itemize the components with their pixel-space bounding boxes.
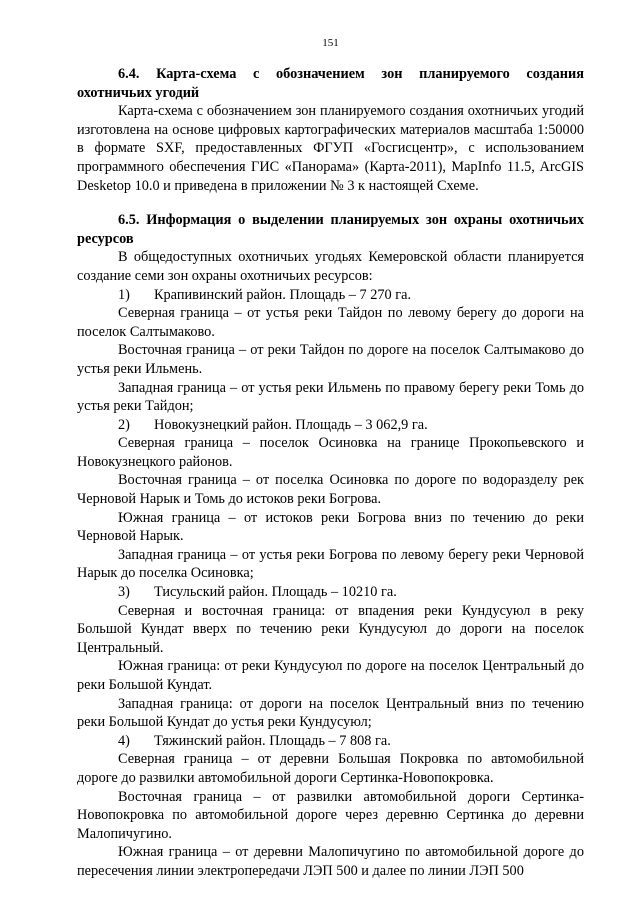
section-6-5-heading: 6.5. Информация о выделении планируемых зон охраны охотничьих ресурсов — [77, 212, 584, 247]
zone-title: Крапивинский район. Площадь – 7 270 га. — [154, 286, 412, 303]
zone-3-border-south: Южная граница: от реки Кундусуюл по дороге на поселок Центральный до реки Большой Кундат. — [77, 658, 584, 693]
zone-3-border-west: Западная граница: от дороги на поселок Центральный вниз по течению реки Большой Кундат до устья реки Кундусуюл; — [77, 695, 584, 731]
zone-2-border-east: Восточная граница – от поселка Осиновка по дороге по водоразделу рек Черновой Нарык и Томь до истоков реки Богрова. — [77, 472, 584, 508]
zone-title: Тисульский район. Площадь – 10210 га. — [154, 584, 397, 601]
section-gap — [77, 195, 584, 211]
zone-2-title — [77, 416, 584, 435]
section-6-4-text: Карта-схема с обозначением зон планируемого создания охотничьих угодий изготовлена на основе цифровых картографических материалов масштаба 1:50000 в формате SXF, предоставленных ФГУП «Госгисцентр», с использованием программного обеспечения ГИС «Панорама» (Карта-2011), MapInfo 11.5, ArcGIS Desketop 10.0 и приведена в приложении № 3 к настоящей Схеме. — [77, 103, 584, 194]
zone-number: 2) — [118, 416, 130, 433]
zone-2-border-west: Западная граница – от устья реки Богрова по левому берегу реки Черновой Нарык до поселка Осиновка; — [77, 546, 584, 582]
zone-2-border-north: Северная граница – поселок Осиновка на границе Прокопьевского и Новокузнецкого районов. — [77, 435, 584, 470]
zone-1-title — [77, 286, 584, 305]
zone-title: Новокузнецкий район. Площадь – 3 062,9 га. — [154, 416, 428, 433]
zone-4-border-north: Северная граница – от деревни Большая Покровка по автомобильной дороге до развилки автомобильной дороги Сертинка-Новопокровка. — [77, 751, 584, 786]
zone-4-border-south: Южная граница – от деревни Малопичугино по автомобильной дороге до пересечения линии электропередачи ЛЭП 500 и далее по линии ЛЭП 500 — [77, 844, 584, 879]
zone-4-title — [77, 732, 584, 751]
zone-number: 3) — [118, 584, 130, 601]
zone-2-border-south: Южная граница – от истоков реки Богрова вниз по течению до реки Черновой Нарык. — [77, 509, 584, 545]
section-6-5-intro: В общедоступных охотничьих угодьях Кемеровской области планируется создание семи зон охраны охотничьих ресурсов: — [77, 249, 584, 284]
zone-1-border-north: Северная граница – от устья реки Тайдон по левому берегу до дороги на поселок Салтымаково. — [77, 305, 584, 340]
zone-1-border-west: Западная граница – от устья реки Ильмень по правому берегу реки Томь до устья реки Тайдон; — [77, 379, 584, 415]
zone-4-border-east: Восточная граница – от развилки автомобильной дороги Сертинка-Новопокровка по автомобильной дороге через деревню Сертинка до деревни Малопичугино. — [77, 788, 584, 842]
zone-title: Тяжинский район. Площадь – 7 808 га. — [154, 732, 391, 749]
page-number: 151 — [322, 37, 339, 49]
zone-number: 4) — [118, 732, 130, 749]
zone-3-border-north-east: Северная и восточная граница: от впадения реки Кундусуюл в реку Большой Кундат вверх по течению реки Кундусуюл до дороги на поселок Центральный. — [77, 602, 584, 656]
zone-number: 1) — [118, 286, 130, 303]
section-6-4-heading: 6.4. Карта-схема с обозначением зон планируемого создания охотничьих угодий — [77, 66, 584, 101]
zone-3-title — [77, 583, 584, 602]
zone-1-border-east: Восточная граница – от реки Тайдон по дороге на поселок Салтымаково до устья реки Ильмень. — [77, 342, 584, 377]
